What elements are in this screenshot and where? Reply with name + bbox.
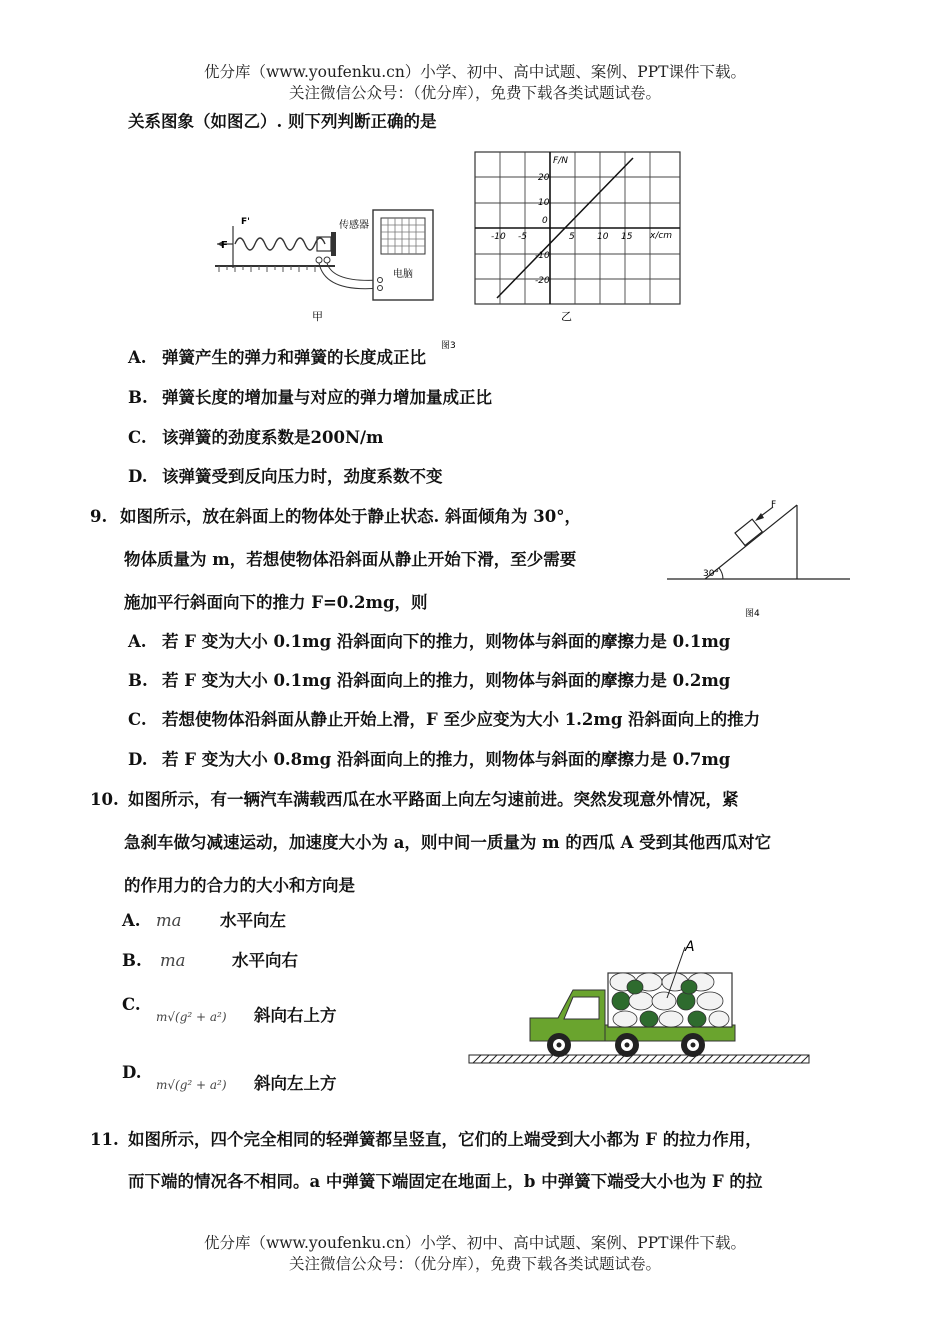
y-tick: -10 bbox=[535, 251, 550, 261]
q8-option-c: C. 该弹簧的劲度系数是200N/m bbox=[128, 428, 384, 447]
melon-a-label: A bbox=[685, 939, 695, 955]
q10-option-a: A. ma 水平向左 bbox=[122, 911, 286, 930]
x-axis-label: x/cm bbox=[650, 231, 673, 241]
x-tick: 10 bbox=[597, 232, 609, 242]
q10-stem-line-1: 10. 如图所示，有一辆汽车满载西瓜在水平路面上向左匀速前进。突然发现意外情况，紧 bbox=[90, 790, 739, 809]
y-tick: 10 bbox=[538, 198, 550, 208]
page-header bbox=[0, 62, 950, 104]
y-tick: 20 bbox=[538, 173, 550, 183]
q8-option-a: A. 弹簧产生的弹力和弹簧的长度成正比 bbox=[128, 348, 426, 367]
force-label-f: F bbox=[221, 240, 228, 251]
q9-option-d: D. 若 F 变为大小 0.8mg 沿斜面向上的推力，则物体与斜面的摩擦力是 0.7mg bbox=[128, 750, 731, 769]
q9-option-c: C. 若想使物体沿斜面从静止开始上滑，F 至少应变为大小 1.2mg 沿斜面向上的推力 bbox=[128, 710, 761, 729]
q8-option-b: B. 弹簧长度的增加量与对应的弹力增加量成正比 bbox=[128, 388, 492, 407]
q9-stem-line-1: 9. 如图所示，放在斜面上的物体处于静止状态. 斜面倾角为 30°， bbox=[90, 507, 581, 526]
q11-stem-line-2: 而下端的情况各不相同。a 中弹簧下端固定在地面上，b 中弹簧下端受大小也为 F 的拉 bbox=[128, 1172, 763, 1191]
melon-a bbox=[652, 992, 676, 1010]
x-tick: 15 bbox=[621, 232, 633, 242]
footer-line-1: 优分库（www.youfenku.cn）小学、初中、高中试题、案例、PPT课件下载。 bbox=[203, 1234, 747, 1252]
header-line-2: 关注微信公众号：（优分库），免费下载各类试题试卷。 bbox=[288, 84, 661, 102]
q9-stem-line-3: 施加平行斜面向下的推力 F=0.2mg，则 bbox=[124, 593, 428, 612]
spring-apparatus bbox=[215, 210, 433, 323]
q10-truck-figure bbox=[465, 935, 815, 1070]
q8-option-d: D. 该弹簧受到反向压力时，劲度系数不变 bbox=[128, 467, 443, 486]
q10-stem-line-2: 急刹车做匀减速运动，加速度大小为 a，则中间一质量为 m 的西瓜 A 受到其他西瓜对它 bbox=[124, 833, 772, 852]
q10-option-b: B. ma 水平向右 bbox=[122, 951, 298, 970]
y-tick: 0 bbox=[542, 216, 548, 226]
force-extension-graph bbox=[475, 152, 680, 323]
computer-label: 电脑 bbox=[393, 269, 413, 280]
sensor-label: 传感器 bbox=[339, 220, 369, 231]
figure-3-caption: 图3 bbox=[441, 341, 456, 351]
force-label-f-prime: F' bbox=[241, 217, 250, 227]
x-tick: 5 bbox=[569, 232, 575, 242]
q10-option-d: D.m√(g² + a²) 斜向左上方 bbox=[122, 1063, 337, 1093]
y-axis-label: F/N bbox=[553, 156, 568, 166]
q9-incline-figure bbox=[665, 495, 855, 625]
x-tick: -5 bbox=[518, 232, 527, 242]
q8-figure bbox=[205, 148, 690, 353]
q8-stem: 关系图象（如图乙）. 则下列判断正确的是 bbox=[128, 112, 437, 131]
q9-option-b: B. 若 F 变为大小 0.1mg 沿斜面向上的推力，则物体与斜面的摩擦力是 0.2mg bbox=[128, 671, 731, 690]
figure-4-caption: 图4 bbox=[745, 609, 760, 619]
q10-option-c: C.m√(g² + a²) 斜向右上方 bbox=[122, 995, 337, 1025]
q9-force-label: F bbox=[771, 500, 777, 510]
header-line-1: 优分库（www.youfenku.cn）小学、初中、高中试题、案例、PPT课件下载。 bbox=[203, 63, 747, 81]
x-tick: -10 bbox=[491, 232, 506, 242]
q10-stem-line-3: 的作用力的合力的大小和方向是 bbox=[124, 876, 355, 895]
q9-stem-line-2: 物体质量为 m，若想使物体沿斜面从静止开始下滑，至少需要 bbox=[124, 550, 577, 569]
q11-stem-line-1: 11. 如图所示，四个完全相同的轻弹簧都呈竖直，它们的上端受到大小都为 F 的拉力作用， bbox=[90, 1130, 762, 1149]
q9-option-a: A. 若 F 变为大小 0.1mg 沿斜面向下的推力，则物体与斜面的摩擦力是 0.1mg bbox=[128, 632, 731, 651]
page-footer bbox=[0, 1233, 950, 1275]
q9-angle-label: 30° bbox=[703, 569, 719, 579]
figure-jia-label: 甲 bbox=[312, 310, 323, 323]
y-tick: -20 bbox=[535, 276, 550, 286]
footer-line-2: 关注微信公众号：（优分库），免费下载各类试题试卷。 bbox=[288, 1255, 661, 1273]
figure-yi-label: 乙 bbox=[561, 310, 572, 323]
